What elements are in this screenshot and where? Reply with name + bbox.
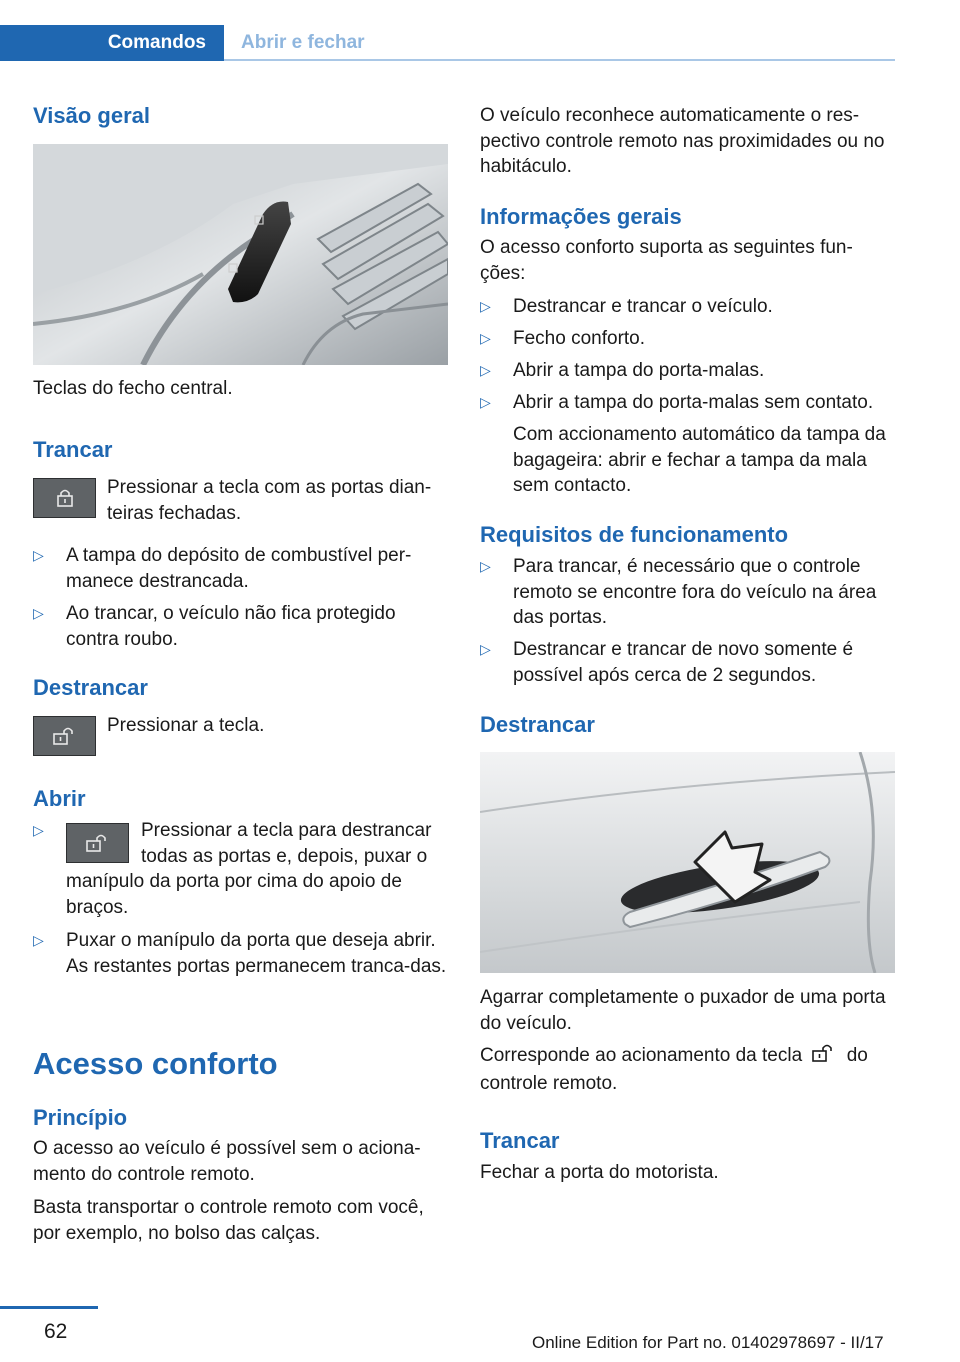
- door-handle-image: [480, 752, 895, 973]
- unlock-icon: [86, 833, 110, 853]
- section-title-destrancar-2: Destrancar: [480, 712, 595, 737]
- corresponde-text-b: do: [846, 1045, 868, 1066]
- unlock-icon: [807, 1043, 841, 1071]
- caption-door-handle: Agarrar completamente o puxador de uma porta do veículo.: [480, 987, 886, 1034]
- chapter-tabs: [0, 25, 895, 61]
- unlock-button-image: [66, 823, 129, 863]
- tab-abrir-e-fechar[interactable]: [224, 25, 365, 61]
- triangle-right-icon: ▷: [33, 547, 44, 563]
- tab-divider: [224, 59, 895, 61]
- info-text: O acesso conforto suporta as seguintes fun-ções:: [480, 237, 853, 284]
- corresponde-text-a: Corresponde ao acionamento da tecla: [480, 1045, 803, 1066]
- bullet-text: Puxar o manípulo da porta que deseja abrir. As restantes portas permanecem tranca-das.: [66, 930, 447, 977]
- central-lock-buttons-image: [33, 144, 448, 365]
- bullet-text: Pressionar a tecla para destrancar todas as portas e, depois, puxar o: [141, 820, 432, 867]
- destrancar-text: Pressionar a tecla.: [107, 715, 265, 736]
- triangle-right-icon: ▷: [480, 641, 491, 657]
- tab-abrir-label: Abrir e fechar: [241, 32, 365, 53]
- page-number-rule: [0, 1306, 98, 1309]
- bullet-text: Abrir a tampa do porta-malas sem contato.: [513, 392, 874, 413]
- section-title-abrir: Abrir: [33, 786, 86, 811]
- section-title-trancar: Trancar: [33, 437, 113, 462]
- triangle-right-icon: ▷: [33, 605, 44, 621]
- bullet-text: Destrancar e trancar de novo somente é possível após cerca de 2 segundos.: [513, 639, 854, 686]
- section-title-visao-geral: Visão geral: [33, 103, 150, 128]
- triangle-right-icon: ▷: [480, 298, 491, 314]
- section-title-destrancar: Destrancar: [33, 675, 148, 700]
- tab-comandos-label: Comandos: [107, 32, 206, 53]
- triangle-right-icon: ▷: [480, 394, 491, 410]
- corresponde-text-c: controle remoto.: [480, 1072, 618, 1094]
- info-b4-sub: Com accionamento automático da tampa da bagageira: abrir e fechar a tampa da mala sem contacto.: [513, 424, 886, 496]
- unlock-button-image: [33, 716, 96, 756]
- bullet-item: [33, 818, 453, 928]
- trancar-text: Pressionar a tecla com as portas dian-teiras fechadas.: [107, 477, 432, 524]
- section-title-informacoes-gerais: Informações gerais: [480, 204, 682, 229]
- bullet-text-continued: manípulo da porta por cima do apoio de braços.: [66, 871, 402, 918]
- lock-icon: [56, 488, 74, 508]
- section-title-trancar-2: Trancar: [480, 1128, 560, 1153]
- caption-central-lock: Teclas do fecho central.: [33, 378, 233, 399]
- section-title-acesso-conforto: Acesso conforto: [33, 1046, 278, 1081]
- section-title-requisitos: Requisitos de funcionamento: [480, 522, 789, 547]
- bullet-text: Para trancar, é necessário que o controle remoto se encontre fora do veículo na área das portas.: [513, 556, 877, 628]
- section-title-principio: Princípio: [33, 1105, 128, 1130]
- bullet-text: Abrir a tampa do porta-malas.: [513, 360, 765, 381]
- footer-edition: Online Edition for Part no. 01402978697 - II/17: [532, 1333, 884, 1352]
- trancar-text-2: Fechar a porta do motorista.: [480, 1162, 719, 1183]
- triangle-right-icon: ▷: [480, 330, 491, 346]
- triangle-right-icon: ▷: [33, 822, 44, 838]
- triangle-right-icon: ▷: [480, 362, 491, 378]
- lock-button-image: [33, 478, 96, 518]
- tab-comandos[interactable]: [0, 25, 224, 61]
- page-number: 62: [44, 1320, 68, 1343]
- bullet-text: A tampa do depósito de combustível per-manece destrancada.: [66, 545, 412, 592]
- triangle-right-icon: ▷: [33, 932, 44, 948]
- unlock-icon: [53, 726, 77, 746]
- bullet-text: Fecho conforto.: [513, 328, 646, 349]
- right-p1: O veículo reconhece automaticamente o res-pectivo controle remoto nas proximidades ou no habitáculo.: [480, 105, 885, 177]
- bullet-text: Ao trancar, o veículo não fica protegido contra roubo.: [66, 603, 396, 650]
- principio-p1: O acesso ao veículo é possível sem o aciona-mento do controle remoto.: [33, 1138, 421, 1185]
- corresponde-line: [480, 1043, 895, 1096]
- triangle-right-icon: ▷: [480, 558, 491, 574]
- principio-p2: Basta transportar o controle remoto com você, por exemplo, no bolso das calças.: [33, 1197, 424, 1244]
- bullet-text: Destrancar e trancar o veículo.: [513, 296, 773, 317]
